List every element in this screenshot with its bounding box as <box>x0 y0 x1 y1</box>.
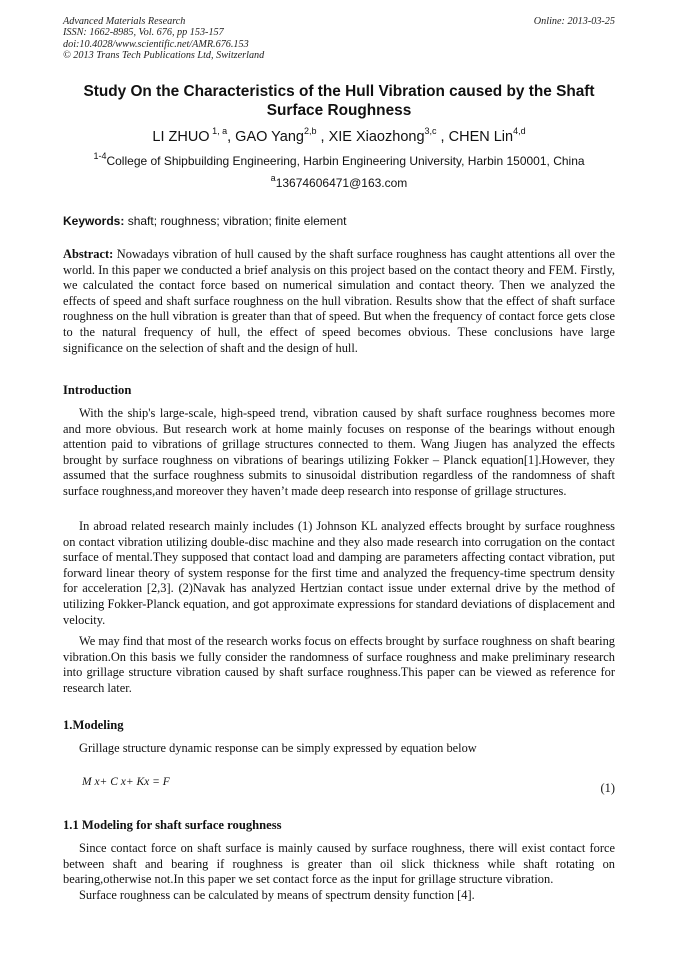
affiliation-superscript: 1-4 <box>93 151 107 161</box>
section-heading-introduction: Introduction <box>63 383 132 397</box>
affiliation <box>40 150 638 169</box>
section-heading-roughness: 1.1 Modeling for shaft surface roughness <box>63 818 282 832</box>
intro-paragraph-2: In abroad related research mainly includes (1) Johnson KL analyzed effects brought by surface roughness on contact vibration utilizing double-disc machine and they also made research into corrugation on the contact surface of mental.They supposed that contact load and damping are parameters affecting contact vibration, put forward linear theory of system response for the first time and analyzed the frequency-time spectrum density for acceleration [2,3]. (2)Navak has analyzed Hertzian contact issue under external drive by the method of utilizing Fokker-Planck equation, and got approximate expressions for standard deviations of displacement and velocity. <box>63 519 615 627</box>
equation-number: (1) <box>600 781 615 795</box>
abstract-text: Nowadays vibration of hull caused by the shaft surface roughness has caught attentions all over the world. In this paper we conducted a brief analysis on this project based on the contact theory and FEM. Firstly, we calculated the contact force based on numerical simulation and contact theory. Then we analyzed the effects of speed and shaft surface roughness on the hull vibration. Results show that the effect of shaft surface roughness on the hull vibration is greater than that of speed. But when the frequency of contact force gets close to the natural frequency of hull, the effect of speed becomes obvious. These conclusions have large significance on the selection of shaft and the design of hull. <box>63 247 615 355</box>
section-heading-modeling: 1.Modeling <box>63 718 124 732</box>
author-name: GAO Yang <box>235 128 304 145</box>
author-name: XIE Xiaozhong <box>328 128 425 145</box>
abstract <box>63 247 615 356</box>
issn-line: ISSN: 1662-8985, Vol. 676, pp 153-157 <box>63 27 224 39</box>
journal-name: Advanced Materials Research <box>63 16 186 27</box>
email-text[interactable]: 13674606471@163.com <box>275 176 408 190</box>
copyright-line: © 2013 Trans Tech Publications Ltd, Switzerland <box>63 50 265 62</box>
roughness-paragraph-1: Since contact force on shaft surface is mainly caused by surface roughness, there will exist contact force between shaft and bearing if roughness is greater than oil slick thickness while shaft rotating on bearing,otherwise not.In this paper we set contact force as the input for grillage structure vibration. <box>63 841 615 887</box>
author-separator: , <box>436 128 449 145</box>
author-name: LI ZHUO <box>152 128 210 145</box>
author-list <box>55 123 623 146</box>
equation-1: M x+ C x+ Kx = F <box>82 776 170 788</box>
keywords-text: shaft; roughness; vibration; finite element <box>124 214 347 228</box>
author-name: CHEN Lin <box>448 128 514 145</box>
doi-line: doi:10.4028/www.scientific.net/AMR.676.153 <box>63 38 249 50</box>
online-date: Online: 2013-03-25 <box>533 16 615 27</box>
roughness-paragraph-2: Surface roughness can be calculated by means of spectrum density function [4]. <box>79 888 475 902</box>
author-superscript: 3,c <box>424 126 437 136</box>
author-superscript: 4,d <box>513 126 526 136</box>
journal-header <box>63 16 615 62</box>
intro-paragraph-1: With the ship's large-scale, high-speed trend, vibration caused by shaft surface roughness becomes more and more obvious. But research work at home mainly focuses on response of the bearings without enough attention paid to vibrations of grillage structures connected to them. Wang Jiugen has analyzed the effects brought by surface roughness on vibrations of bearings utilizing Fokker – Planck equation[1].However, they assumed that the surface roughness submits to sinusoidal distribution regardless of the randomness of shaft surface roughness,and moreover they haven’t made deep research into response of grillage structures. <box>63 406 615 498</box>
modeling-paragraph-1: Grillage structure dynamic response can be simply expressed by equation below <box>79 741 477 755</box>
author-email <box>55 172 623 191</box>
affiliation-text: College of Shipbuilding Engineering, Harbin Engineering University, Harbin 150001, China <box>106 154 585 168</box>
keywords-label: Keywords: <box>63 214 125 228</box>
author-separator: , <box>316 128 329 145</box>
author-separator: , <box>227 128 236 145</box>
email-superscript: a <box>270 173 276 183</box>
abstract-label: Abstract: <box>63 247 114 261</box>
keywords <box>63 214 615 229</box>
paper-title: Study On the Characteristics of the Hull Vibration caused by the Shaft Surface Roughness <box>83 83 595 119</box>
author-superscript: 2,b <box>303 126 317 136</box>
author-superscript: 1, a <box>209 126 228 136</box>
intro-paragraph-3: We may find that most of the research works focus on effects brought by surface roughness on shaft bearing vibration.On this basis we fully consider the randomness of surface roughness and make preliminary research into grillage structure vibration caused by shaft surface roughness.This paper can be viewed as reference for research later. <box>63 634 615 695</box>
